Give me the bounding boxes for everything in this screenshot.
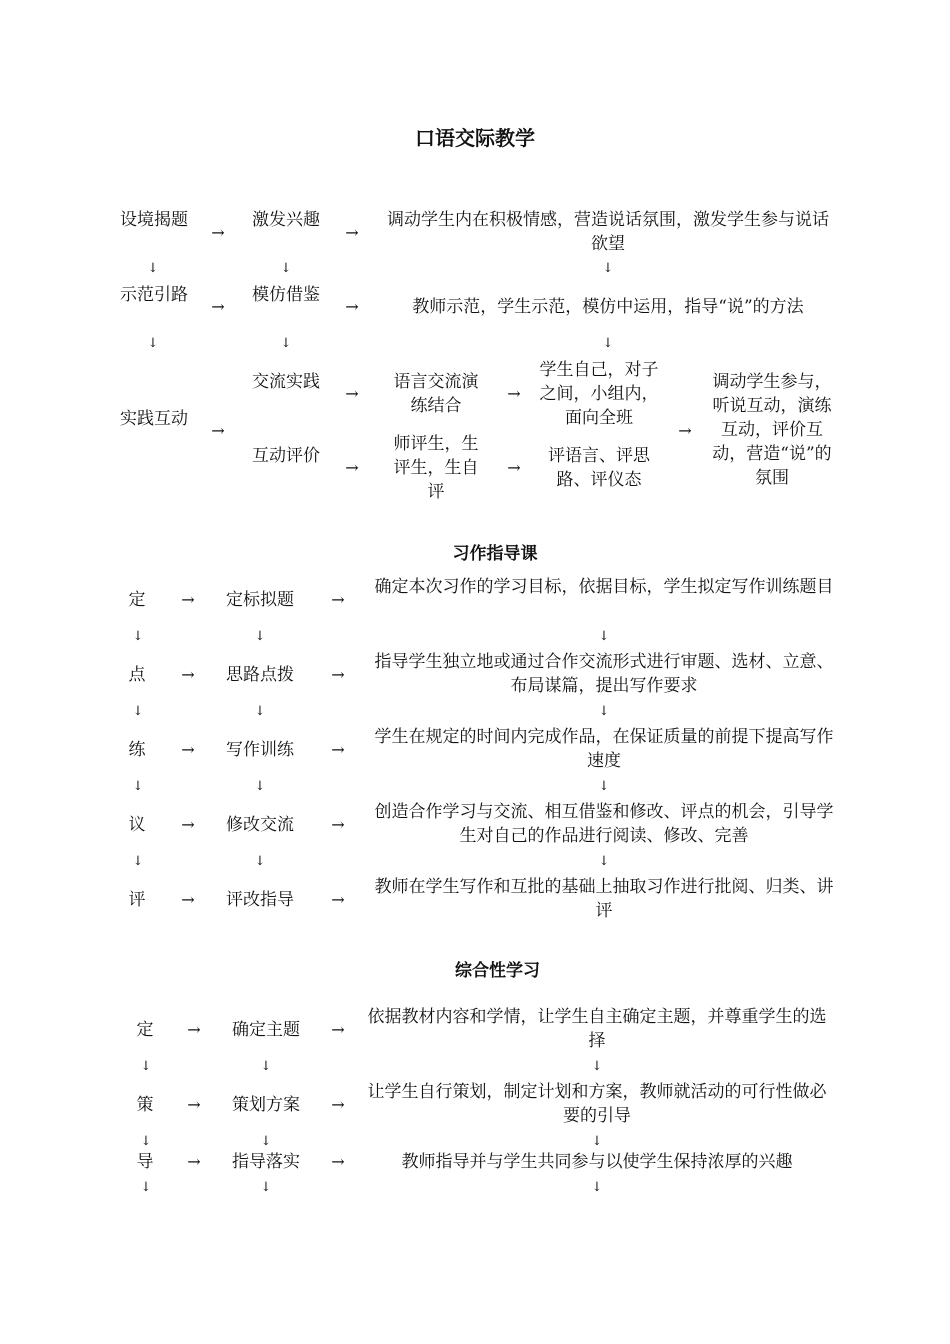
oral-step-2: 示范引路 [120,285,188,305]
writing-section-title: 习作指导课 [452,544,538,564]
oral-section-title: 口语交际教学 [415,126,535,150]
comprehensive-key: 策 [136,1095,154,1115]
right-arrow-icon: → [678,421,692,440]
down-arrow-icon: ↓ [132,854,144,869]
comprehensive-desc: 教师指导并与学生共同参与以使学生保持浓厚的兴趣 [401,1152,793,1172]
comprehensive-step: 确定主题 [232,1020,300,1040]
oral-desc-1: 调动学生内在积极情感，营造说话氛围，激发学生参与说话欲望 [387,210,829,254]
down-arrow-icon: ↓ [254,779,266,794]
right-arrow-icon: → [345,297,359,316]
right-arrow-icon: → [345,458,359,477]
right-arrow-icon: → [187,1020,201,1039]
comprehensive-desc: 让学生自行策划，制定计划和方案，教师就活动的可行性做必要的引导 [367,1082,827,1126]
down-arrow-icon: ↓ [140,1180,152,1195]
right-arrow-icon: → [345,384,359,403]
writing-desc: 教师在学生写作和互批的基础上抽取习作进行批阅、归类、讲评 [374,877,834,921]
writing-desc: 确定本次习作的学习目标，依据目标，学生拟定写作训练题目 [374,577,834,597]
oral-sub-4: 互动评价 [252,446,320,466]
right-arrow-icon: → [211,297,225,316]
right-arrow-icon: → [331,1152,345,1171]
oral-practice-right-2: 评语言、评思路、评仪态 [548,446,650,490]
right-arrow-icon: → [181,740,195,759]
writing-key: 练 [128,740,146,760]
down-arrow-icon: ↓ [598,629,610,644]
right-arrow-icon: → [331,890,345,909]
oral-sub-1: 激发兴趣 [252,210,320,230]
right-arrow-icon: → [331,815,345,834]
down-arrow-icon: ↓ [591,1134,603,1149]
oral-practice-right-1: 学生自己，对子之间，小组内，面向全班 [539,360,659,428]
right-arrow-icon: → [181,890,195,909]
down-arrow-icon: ↓ [260,1059,272,1074]
oral-practice-mid-1: 语言交流演练结合 [393,372,479,416]
comprehensive-step: 策划方案 [232,1095,300,1115]
right-arrow-icon: → [331,740,345,759]
down-arrow-icon: ↓ [260,1180,272,1195]
writing-desc: 创造合作学习与交流、相互借鉴和修改、评点的机会，引导学生对自己的作品进行阅读、修改、完善 [374,802,834,846]
down-arrow-icon: ↓ [140,1059,152,1074]
down-arrow-icon: ↓ [598,779,610,794]
down-arrow-icon: ↓ [602,261,614,276]
oral-desc-2: 教师示范，学生示范，模仿中运用，指导“说”的方法 [412,297,804,317]
comprehensive-step: 指导落实 [232,1152,300,1172]
comprehensive-section-title: 综合性学习 [455,961,540,981]
oral-sub-3: 交流实践 [252,372,320,392]
writing-desc: 指导学生独立地或通过合作交流形式进行审题、选材、立意、布局谋篇，提出写作要求 [374,652,834,696]
writing-step: 写作训练 [226,740,294,760]
right-arrow-icon: → [507,384,521,403]
oral-sub-2: 模仿借鉴 [252,285,320,305]
down-arrow-icon: ↓ [147,336,159,351]
oral-practice-mid-2: 师评生，生评生，生自评 [393,434,479,502]
right-arrow-icon: → [181,590,195,609]
writing-step: 修改交流 [226,815,294,835]
writing-desc: 学生在规定的时间内完成作品，在保证质量的前提下提高写作速度 [374,727,834,771]
right-arrow-icon: → [187,1152,201,1171]
oral-step-1: 设境揭题 [120,210,188,230]
down-arrow-icon: ↓ [602,336,614,351]
right-arrow-icon: → [507,458,521,477]
right-arrow-icon: → [187,1095,201,1114]
down-arrow-icon: ↓ [254,854,266,869]
right-arrow-icon: → [345,223,359,242]
down-arrow-icon: ↓ [598,854,610,869]
right-arrow-icon: → [211,421,225,440]
oral-practice-final: 调动学生参与，听说互动，演练互动，评价互动，营造“说”的氛围 [712,372,832,488]
right-arrow-icon: → [331,665,345,684]
right-arrow-icon: → [181,665,195,684]
writing-key: 点 [128,665,146,685]
writing-step: 评改指导 [226,890,294,910]
writing-step: 思路点拨 [226,665,294,685]
right-arrow-icon: → [331,1020,345,1039]
down-arrow-icon: ↓ [254,629,266,644]
right-arrow-icon: → [181,815,195,834]
right-arrow-icon: → [211,223,225,242]
writing-key: 评 [128,890,146,910]
oral-step-3: 实践互动 [120,409,188,429]
down-arrow-icon: ↓ [254,704,266,719]
down-arrow-icon: ↓ [260,1134,272,1149]
right-arrow-icon: → [331,590,345,609]
down-arrow-icon: ↓ [591,1059,603,1074]
down-arrow-icon: ↓ [140,1134,152,1149]
writing-key: 定 [128,590,146,610]
writing-step: 定标拟题 [226,590,294,610]
comprehensive-key: 导 [136,1152,154,1172]
down-arrow-icon: ↓ [132,704,144,719]
comprehensive-desc: 依据教材内容和学情，让学生自主确定主题，并尊重学生的选择 [367,1007,827,1051]
comprehensive-key: 定 [136,1020,154,1040]
down-arrow-icon: ↓ [280,261,292,276]
down-arrow-icon: ↓ [147,261,159,276]
down-arrow-icon: ↓ [132,779,144,794]
right-arrow-icon: → [331,1095,345,1114]
down-arrow-icon: ↓ [598,704,610,719]
writing-key: 议 [128,815,146,835]
down-arrow-icon: ↓ [591,1180,603,1195]
down-arrow-icon: ↓ [280,336,292,351]
down-arrow-icon: ↓ [132,629,144,644]
